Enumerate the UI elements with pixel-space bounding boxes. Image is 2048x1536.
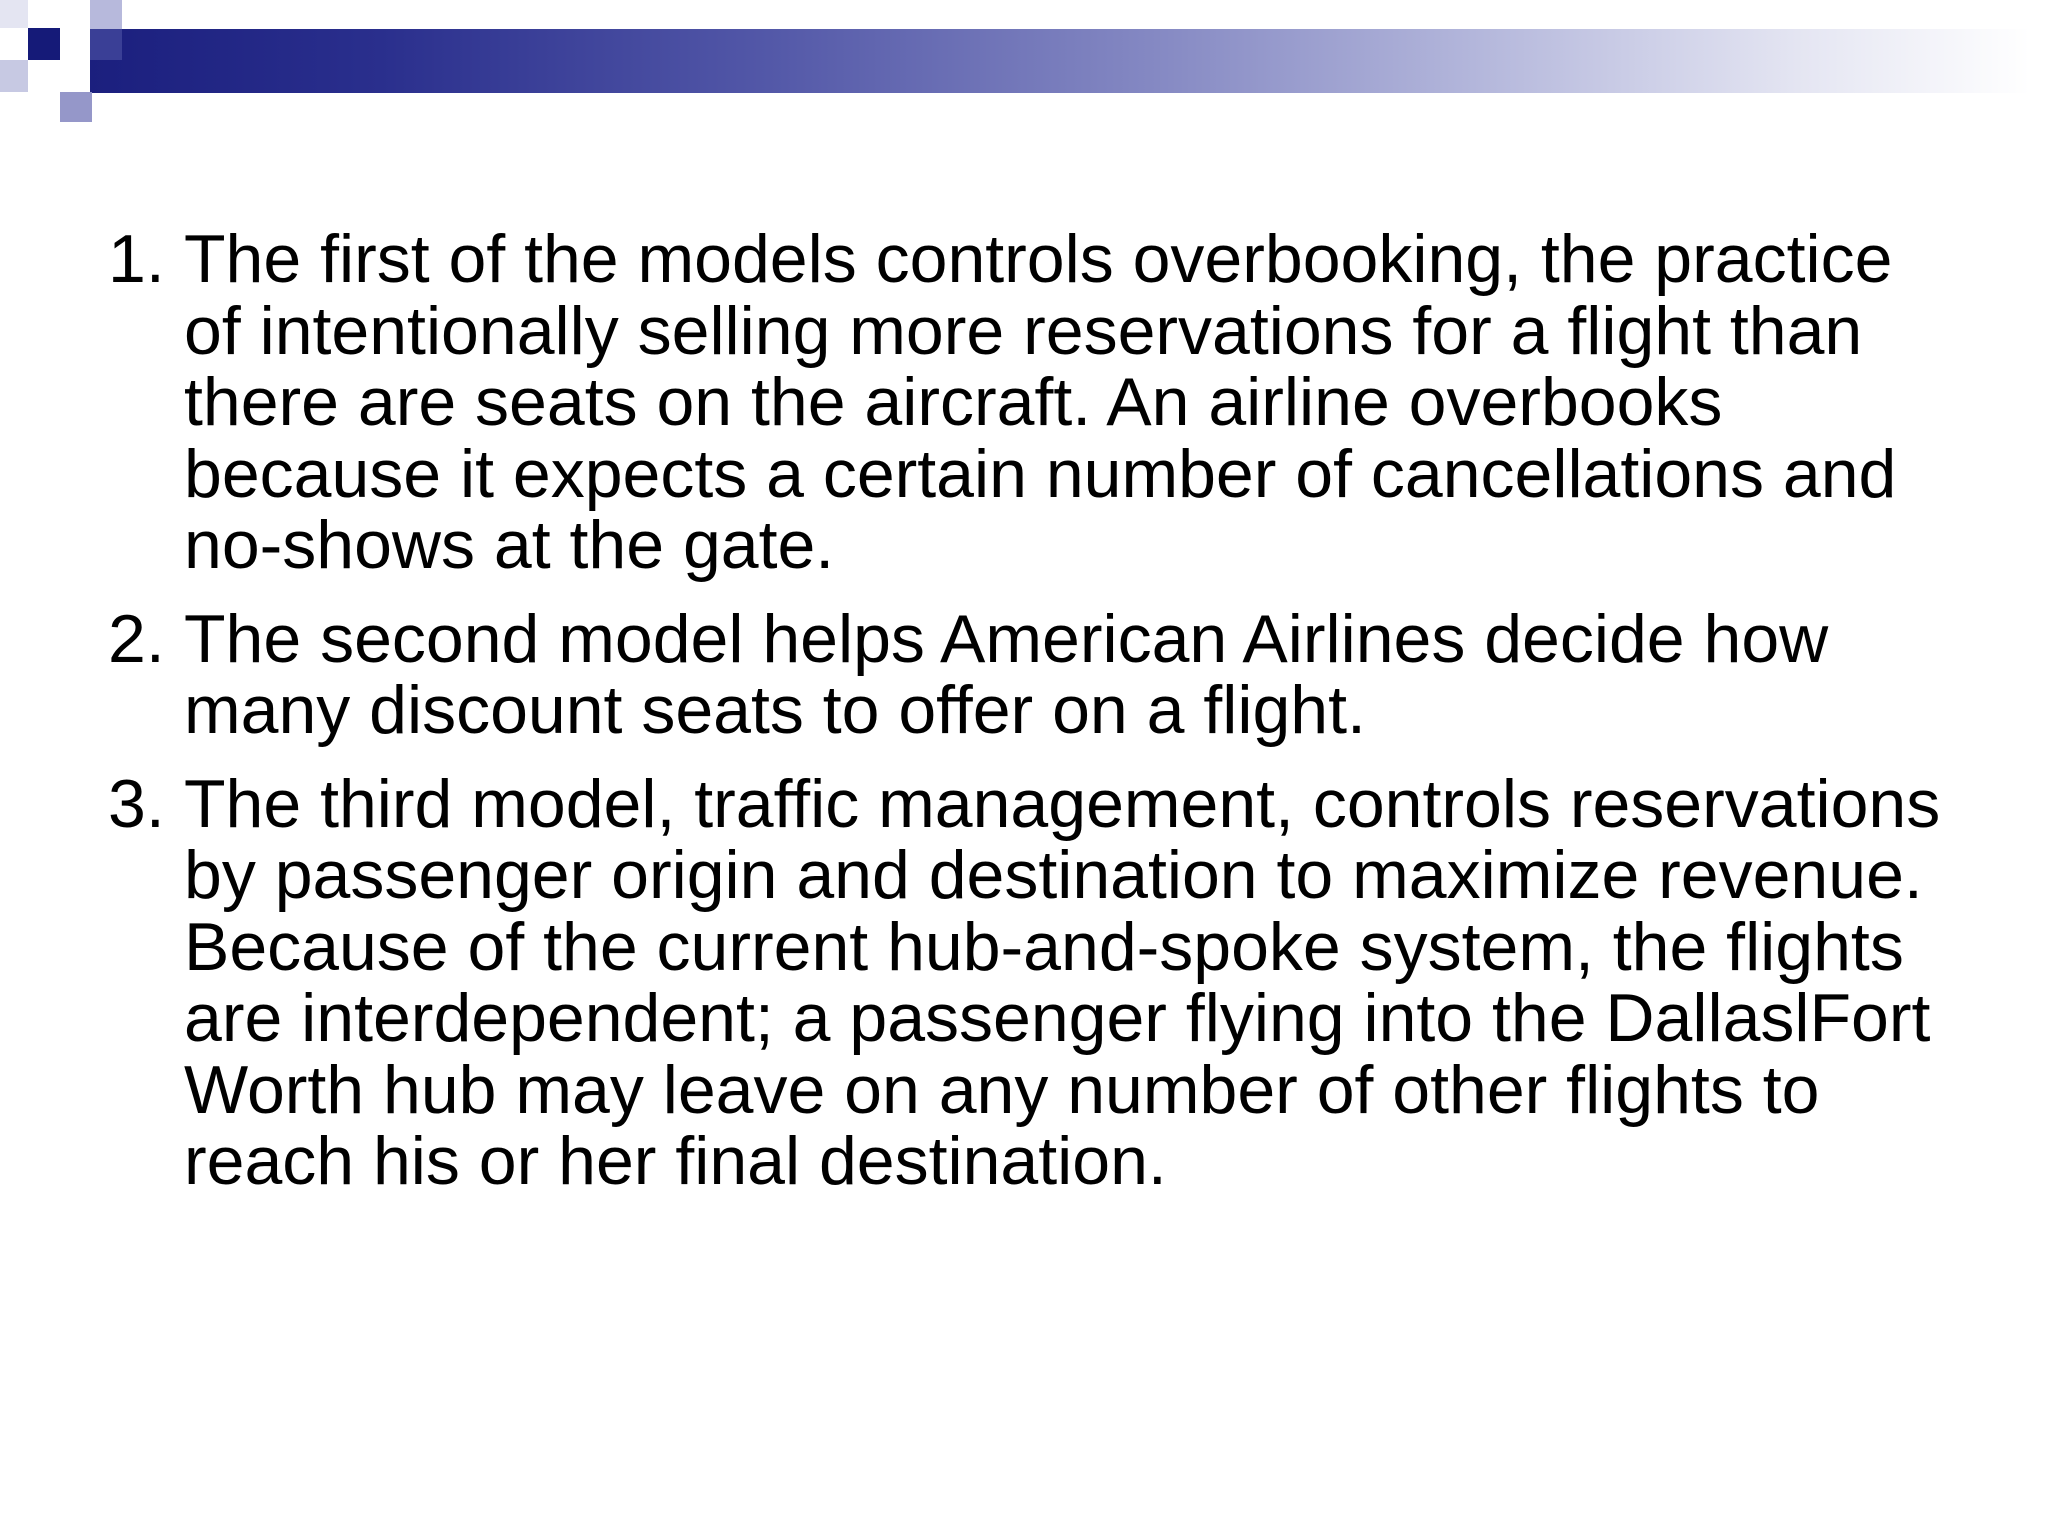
decorative-square: [0, 60, 28, 92]
list-item-number: 2.: [108, 600, 165, 677]
list-item-number: 1.: [108, 221, 165, 297]
list-item-text: The first of the models controls overbooking, the practice of intentionally selling more reservations for a flight than there are seats on the aircraft. An airline overbooks because it expects a certain number of cancellations and no-shows at the gate.: [184, 221, 1897, 583]
decorative-square: [90, 29, 122, 60]
header-gradient-bar: [90, 29, 2030, 93]
list-item-text: The second model helps American Airlines decide how many discount seats to offer on a flight.: [184, 600, 1829, 748]
list-item-text: The third model, traffic management, controls reservations by passenger origin and destination to maximize revenue. Because of the current hub-and-spoke system, the flights are interdependent; a passenger flying into the DallaslFort Worth hub may leave on any number of other flights to reach his or her final destination.: [184, 765, 1941, 1199]
list-item-number: 3.: [108, 765, 165, 842]
decorative-square: [0, 0, 28, 28]
decorative-square: [90, 0, 122, 29]
decorative-square: [28, 28, 60, 60]
list-item: [108, 600, 1948, 748]
decorative-square: [60, 92, 92, 122]
list-item: [108, 765, 1948, 1199]
numbered-list: [108, 221, 1948, 1220]
list-item: [108, 221, 1948, 583]
